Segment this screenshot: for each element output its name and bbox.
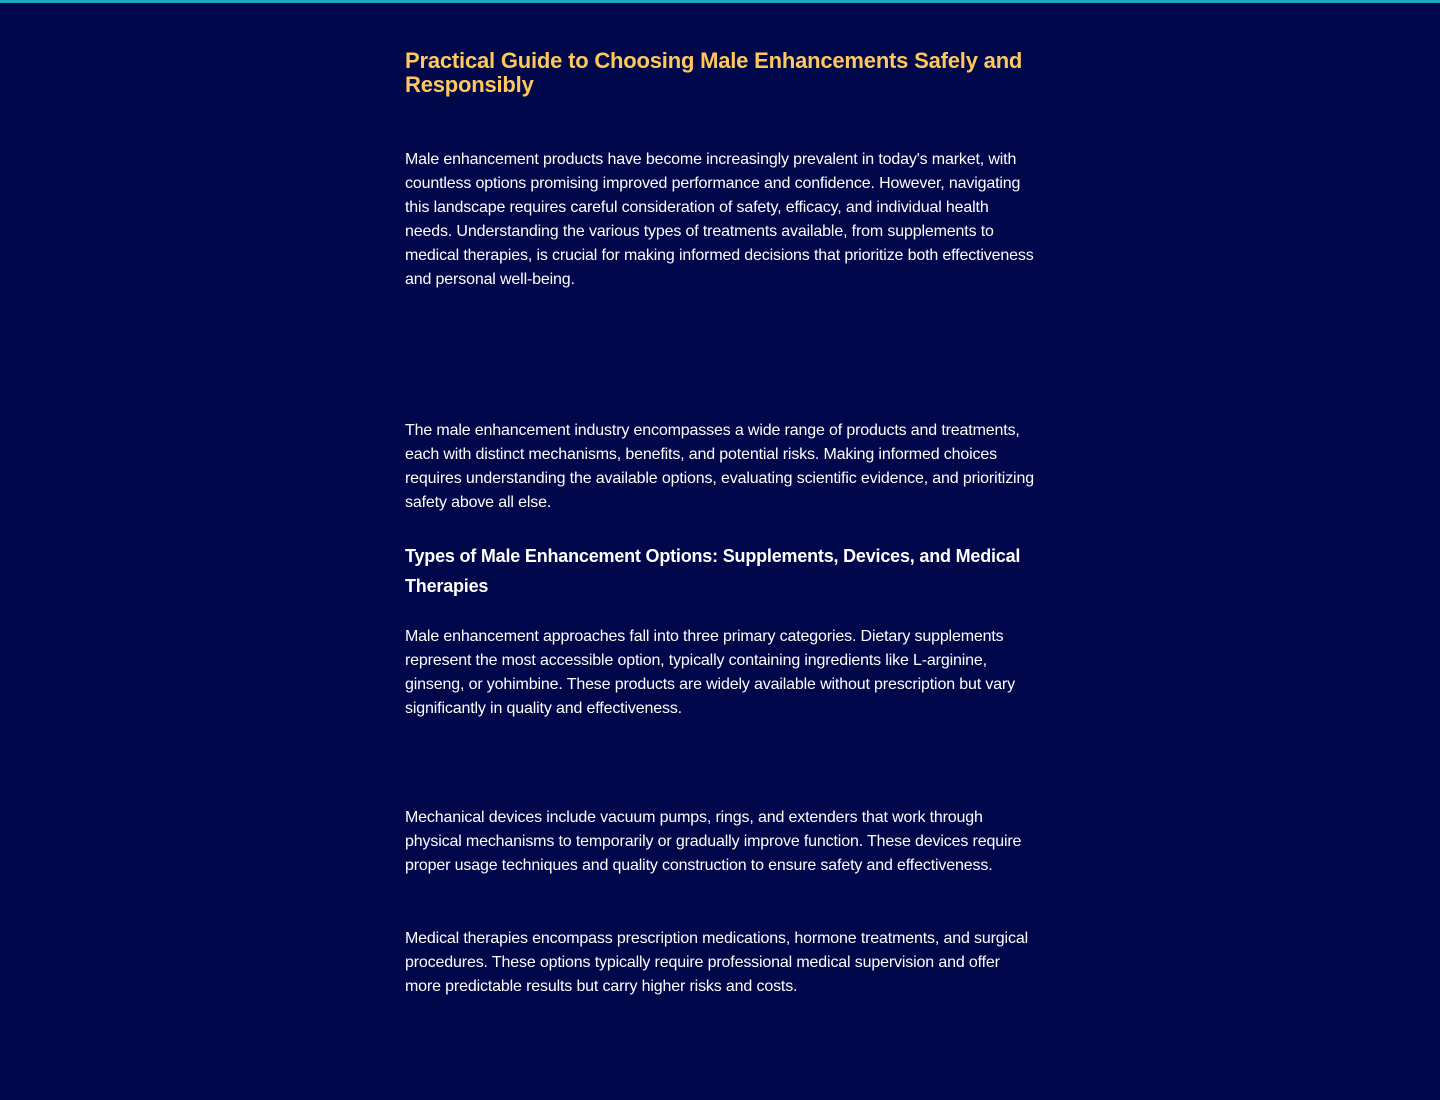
intro-paragraph: Male enhancement products have become increasingly prevalent in today's market, with countless options promising improved performance and confidence. However, navigating this landscape requires careful consideration of safety, efficacy, and individual health needs. Understanding the various types of treatments available, from supplements to medical therapies, is crucial for making informed decisions that prioritize both effectiveness and personal well-being. bbox=[405, 151, 1034, 288]
top-accent-bar bbox=[0, 0, 1440, 3]
industry-paragraph: The male enhancement industry encompasses a wide range of products and treatments, each with distinct mechanisms, benefits, and potential risks. Making informed choices requires understanding the available options, evaluating scientific evidence, and prioritizing safety above all else. bbox=[405, 422, 1034, 511]
medical-therapies-paragraph: Medical therapies encompass prescription medications, hormone treatments, and surgical procedures. These options typically require professional medical supervision and offer more predictable results but carry higher risks and costs. bbox=[405, 930, 1028, 995]
categories-paragraph: Male enhancement approaches fall into three primary categories. Dietary supplements represent the most accessible option, typically containing ingredients like L-arginine, ginseng, or yohimbine. These products are widely available without prescription but vary significantly in quality and effectiveness. bbox=[405, 628, 1015, 717]
devices-paragraph: Mechanical devices include vacuum pumps, rings, and extenders that work through physical mechanisms to temporarily or gradually improve function. These devices require proper usage techniques and quality construction to ensure safety and effectiveness. bbox=[405, 809, 1022, 874]
section-heading-types: Types of Male Enhancement Options: Supplements, Devices, and Medical Therapies bbox=[405, 546, 1021, 596]
article-title: Practical Guide to Choosing Male Enhancements Safely and Responsibly bbox=[405, 48, 1023, 97]
